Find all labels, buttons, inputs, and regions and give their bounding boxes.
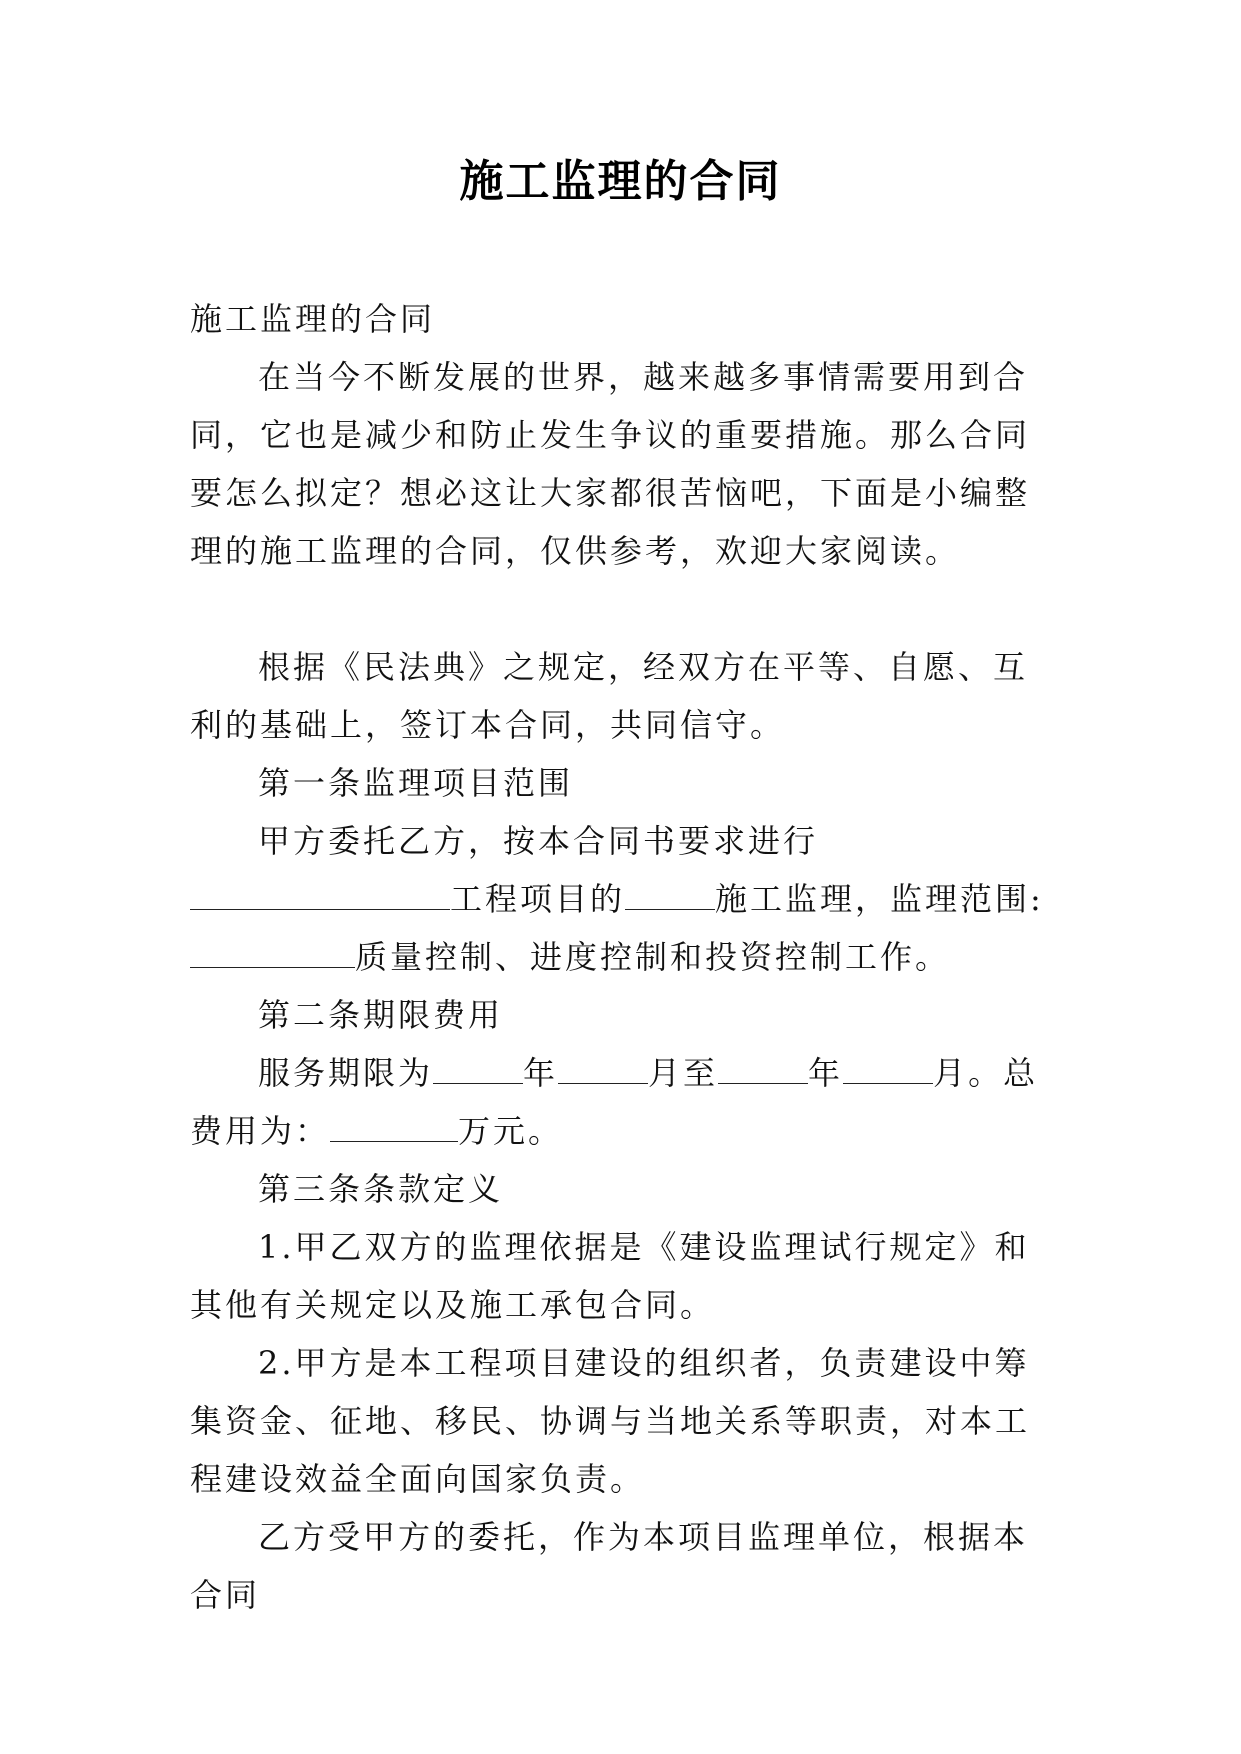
article-3-item-2: 2.甲方是本工程项目建设的组织者，负责建设中筹集资金、征地、移民、协调与当地关系等职责，对本工程建设效益全面向国家负责。 [190, 1344, 1031, 1498]
blank-stage[interactable] [625, 875, 715, 910]
paragraph-legal-basis: 根据《民法典》之规定，经双方在平等、自愿、互利的基础上，签订本合同，共同信守。 [190, 648, 1029, 744]
paragraph-heading: 施工监理的合同 [190, 300, 436, 338]
article-2-body [190, 1044, 1060, 1160]
blank-scope[interactable] [190, 933, 355, 968]
article-1-heading: 第一条监理项目范围 [258, 764, 574, 802]
blank-end-month[interactable] [843, 1049, 933, 1084]
blank-end-year[interactable] [718, 1049, 808, 1084]
article-1-text-a: 甲方委托乙方，按本合同书要求进行 [258, 822, 819, 860]
document-body [190, 290, 1060, 1624]
article-2-text-a: 服务期限为 [258, 1054, 434, 1092]
article-3-heading: 第三条条款定义 [258, 1170, 504, 1208]
article-3-item-3: 乙方受甲方的委托，作为本项目监理单位，根据本合同 [190, 1518, 1029, 1614]
article-1-text-b: 工程项目的 [450, 880, 626, 918]
article-1-text-d: 质量控制、进度控制和投资控制工作。 [355, 938, 951, 976]
article-2-text-e: 月。总费用为： [190, 1054, 1039, 1150]
blank-start-year[interactable] [433, 1049, 523, 1084]
paragraph-intro: 在当今不断发展的世界，越来越多事情需要用到合同，它也是减少和防止发生争议的重要措施。那么合同要怎么拟定？想必这让大家都很苦恼吧，下面是小编整理的施工监理的合同，仅供参考，欢迎大家阅读。 [190, 358, 1031, 570]
blank-total-fee[interactable] [330, 1107, 458, 1142]
article-1-body [190, 812, 1060, 986]
document-title: 施工监理的合同 [459, 156, 782, 207]
blank-project-name[interactable] [190, 875, 450, 910]
article-2-text-b: 年 [523, 1054, 559, 1092]
article-1-text-c: 施工监理，监理范围: [715, 880, 1044, 918]
article-3-item-1: 1.甲乙双方的监理依据是《建设监理试行规定》和其他有关规定以及施工承包合同。 [190, 1228, 1030, 1324]
article-2-heading: 第二条期限费用 [258, 996, 504, 1034]
blank-start-month[interactable] [558, 1049, 648, 1084]
article-2-text-f: 万元。 [458, 1112, 564, 1150]
article-2-text-d: 年 [808, 1054, 844, 1092]
article-2-text-c: 月至 [648, 1054, 719, 1092]
paragraph-gap [190, 580, 1060, 638]
